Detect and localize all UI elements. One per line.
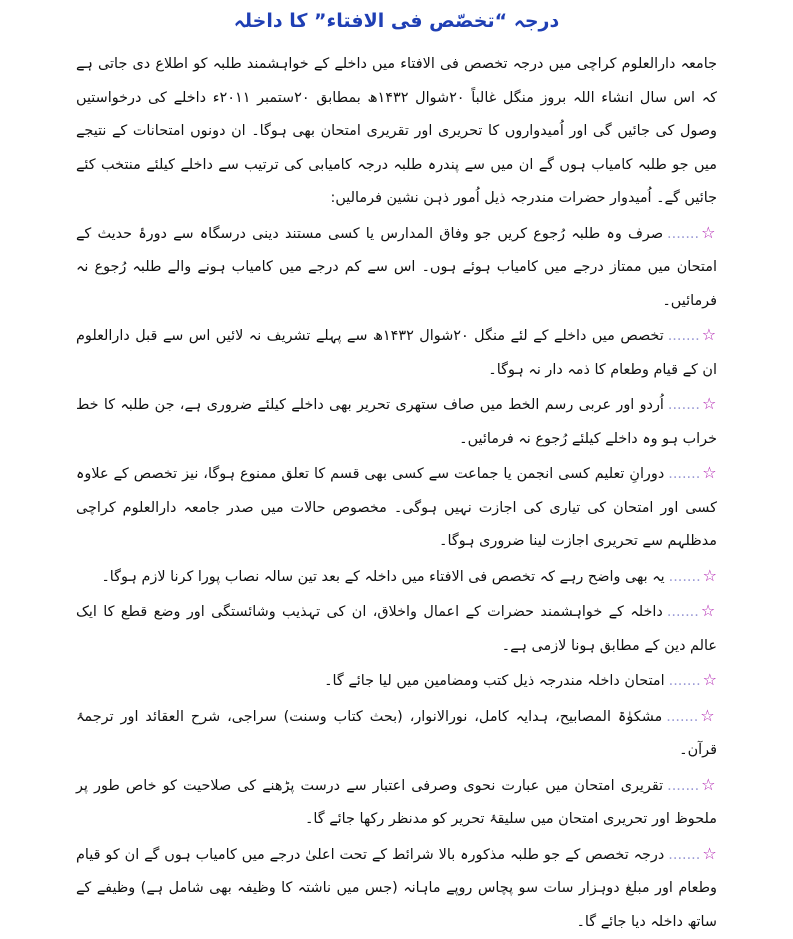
star-icon: ☆ — [702, 325, 717, 344]
list-item — [76, 594, 717, 663]
list-item-text: اُردو اور عربی رسم الخط میں صاف ستھری تحریر بھی داخلے کیلئے ضروری ہے، جن طلبہ کا خط خراب ہو وہ داخلے کیلئے رُجوع نہ فرمائیں۔ — [76, 397, 717, 447]
star-icon: ☆ — [701, 601, 717, 620]
intro-paragraph: جامعہ دارالعلوم کراچی میں درجہ تخصص فی الافتاء میں داخلے کے خواہشمند طلبہ کو اطلاع دی جاتی ہے کہ اس سال انشاء اللہ بروز منگل غالباً ۲۰شوال ۱۴۳۲ھ بمطابق ۲۰ستمبر ۲۰۱۱ء داخلے کی درخواستیں وصول کی جائیں گی اور اُمیدواروں کا تحریری اور تقریری امتحان بھی ہوگا۔ ان دونوں امتحانات کے نتیجے میں جو طلبہ کامیاب ہوں گے ان میں سے پندرہ طلبہ درجہ کامیابی کی ترتیب سے داخلے کیلئے منتخب کئے جائیں گے۔ اُمیدوار حضرات مندرجہ ذیل اُمور ذہن نشین فرمالیں: — [76, 48, 717, 216]
list-item — [76, 216, 717, 319]
leader-dots: ....... — [668, 328, 700, 344]
leader-dots: ....... — [667, 226, 699, 242]
list-item — [76, 456, 717, 559]
leader-dots: ....... — [668, 397, 700, 413]
list-item-text: داخلہ کے خواہشمند حضرات کے اعمال واخلاق، ان کی تہذیب وشائستگی اور وضع قطع کا ایک عالم دین کے مطابق ہونا لازمی ہے۔ — [76, 604, 717, 654]
star-icon: ☆ — [702, 394, 717, 413]
list-item — [76, 768, 717, 837]
leader-dots: ....... — [668, 466, 700, 482]
leader-dots: ....... — [669, 673, 701, 689]
star-icon: ☆ — [701, 223, 717, 242]
list-item-text: تخصص میں داخلے کے لئے منگل ۲۰شوال ۱۴۳۲ھ سے پہلے تشریف نہ لائیں اس سے قبل دارالعلوم ان کے قیام وطعام کا ذمہ دار نہ ہوگا۔ — [76, 328, 717, 378]
leader-dots: ....... — [667, 604, 699, 620]
list-item — [76, 387, 717, 456]
list-item-text: صرف وہ طلبہ رُجوع کریں جو وفاق المدارس یا کسی مستند دینی درسگاہ سے دورۂ حدیث کے امتحان میں ممتاز درجے میں کامیاب ہوئے ہوں۔ اس سے کم درجے میں کامیاب ہونے والے طلبہ رُجوع نہ فرمائیں۔ — [76, 226, 717, 309]
list-item-text: دورانِ تعلیم کسی انجمن یا جماعت سے کسی بھی قسم کا تعلق ممنوع ہوگا، نیز تخصص کے علاوہ کسی اور امتحان کی تیاری کی اجازت نہیں ہوگی۔ مخصوص حالات میں صدر جامعہ دارالعلوم کراچی مدظلہم سے تحریری اجازت لینا ضروری ہوگا۔ — [76, 466, 717, 549]
list-item — [76, 318, 717, 387]
list-item-text: امتحان داخلہ مندرجہ ذیل کتب ومضامین میں لیا جائے گا۔ — [324, 673, 665, 689]
list-item-text: یہ بھی واضح رہے کہ تخصص فی الافتاء میں داخلہ کے بعد تین سالہ نصاب پورا کرنا لازم ہوگا۔ — [101, 569, 664, 585]
star-icon: ☆ — [700, 706, 717, 725]
star-icon: ☆ — [703, 670, 717, 689]
leader-dots: ....... — [666, 709, 698, 725]
list-item-text: تقریری امتحان میں عبارت نحوی وصرفی اعتبار سے درست پڑھنے کی صلاحیت کو خاص طور پر ملحوظ اور تحریری امتحان میں سلیقۂ تحریر کو مدنظر رکھا جائے گا۔ — [76, 778, 717, 828]
page-title: درجہ “تخصّص فی الافتاء” کا داخلہ — [76, 4, 717, 38]
star-icon: ☆ — [701, 775, 717, 794]
list-item — [76, 559, 717, 595]
list-item — [76, 663, 717, 699]
list-item — [76, 837, 717, 939]
leader-dots: ....... — [668, 847, 700, 863]
leader-dots: ....... — [669, 569, 701, 585]
list-item-text: مشکوٰۃ المصابیح، ہدایہ کامل، نورالانوار، (بحث کتاب وسنت) سراجی، شرح العقائد اور ترجمۂ قرآن۔ — [76, 709, 717, 759]
star-icon: ☆ — [702, 844, 717, 863]
list-item — [76, 699, 717, 768]
list-item-text: درجہ تخصص کے جو طلبہ مذکورہ بالا شرائط کے تحت اعلیٰ درجے میں کامیاب ہوں گے ان کو قیام وطعام اور مبلغ دوہزار سات سو پچاس روپے ماہانہ (جس میں ناشتہ کا وظیفہ بھی شامل ہے) وظیفے کے ساتھ داخلہ دیا جائے گا۔ — [76, 847, 717, 930]
leader-dots: ....... — [667, 778, 699, 794]
star-icon: ☆ — [702, 463, 717, 482]
star-icon: ☆ — [703, 566, 717, 585]
conditions-list — [76, 216, 717, 939]
